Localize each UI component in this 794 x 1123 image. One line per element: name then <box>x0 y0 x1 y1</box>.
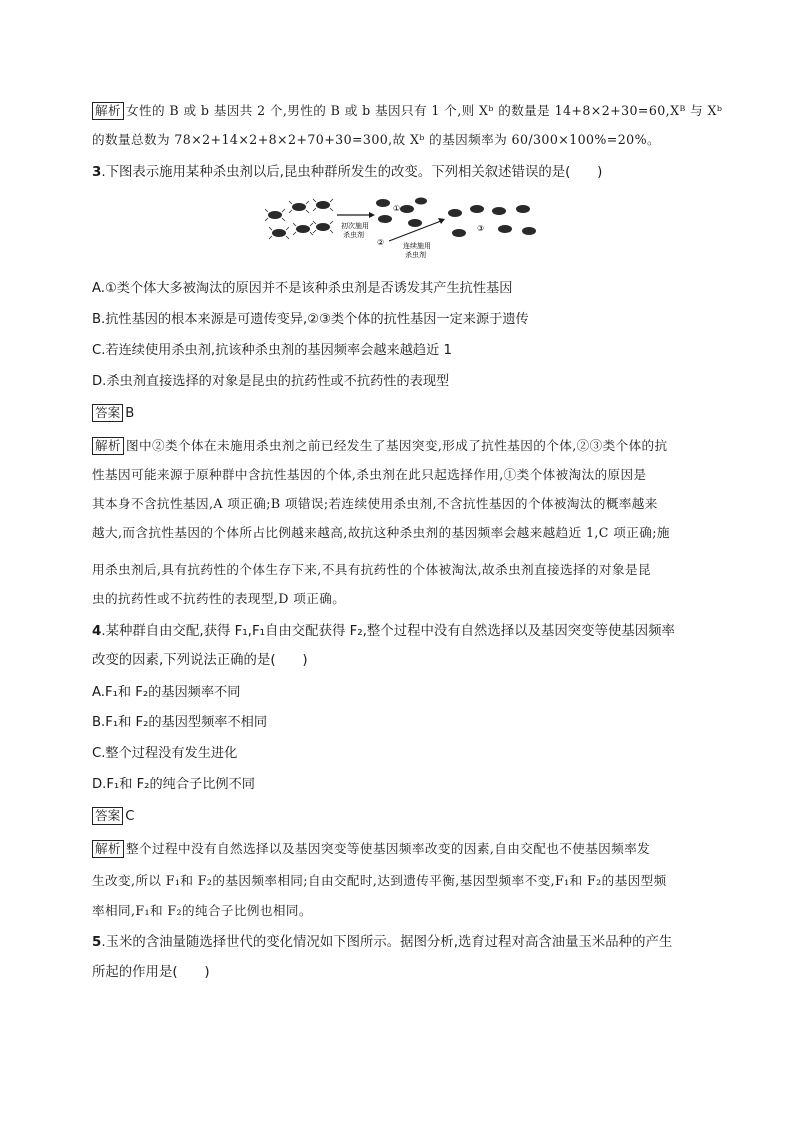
q4-option-d: D.F₁和 F₂的纯合子比例不同 <box>92 777 255 792</box>
q4-stem-line-1: 4.某种群自由交配,获得 F₁,F₁自由交配获得 F₂,整个过程中没有自然选择以及基因突变等使基因频率 <box>92 624 675 639</box>
label-cont-2: 杀虫剂 <box>405 251 426 259</box>
arrow-head-1 <box>369 212 375 218</box>
prev-explanation-line-2: 的数量总数为 78×2+14×2+8×2+70+30=300,故 Xᵇ 的基因频率为 60/300×100%=20%。 <box>92 132 660 147</box>
answer-tag: 答案 <box>92 404 123 422</box>
q3-stem: 3.下图表示施用某种杀虫剂以后,昆虫种群所发生的改变。下列相关叙述错误的是( ) <box>92 165 603 180</box>
q3-option-a: A.①类个体大多被淘汰的原因并不是该种杀虫剂是否诱发其产生抗性基因 <box>92 281 513 296</box>
q3-explanation-line-1: 解析 图中②类个体在未施用杀虫剂之前已经发生了基因突变,形成了抗性基因的个体,②③类个体的抗 <box>92 437 704 455</box>
mark-3: ③ <box>477 224 485 233</box>
answer-tag: 答案 <box>92 807 123 825</box>
q4-answer-value: C <box>125 809 135 824</box>
label-first-1: 初次施用 <box>341 222 369 230</box>
q4-option-a: A.F₁和 F₂的基因频率不同 <box>92 685 241 700</box>
q4-answer <box>92 807 704 826</box>
q3-answer <box>92 404 704 423</box>
q3-explanation-line-5: 用杀虫剂后,具有抗药性的个体生存下来,不具有抗药性的个体被淘汰,故杀虫剂直接选择的对象是昆 <box>92 562 651 577</box>
resistant-population-icons <box>448 205 536 237</box>
explanation-tag: 解析 <box>92 437 124 455</box>
q3-explanation-line-3: 其本身不含抗性基因,A 项正确;B 项错误;若连续使用杀虫剂,不含抗性基因的个体被淘汰的概率越来 <box>92 496 658 511</box>
q3-explanation-line-4: 越大,而含抗性基因的个体所占比例越来越高,故抗这种杀虫剂的基因频率会越来越趋近 1,C 项正确;施 <box>92 525 670 540</box>
q4-explanation-line-3: 率相同,F₁和 F₂的纯合子比例也相同。 <box>92 903 312 918</box>
q5-number: 5 <box>92 935 102 950</box>
label-cont-1: 连续施用 <box>403 242 431 250</box>
q5-stem-line-1: 5.玉米的含油量随选择世代的变化情况如下图所示。据图分析,选育过程对高含油量玉米品种的产生 <box>92 935 673 950</box>
q4-explanation-line-2: 生改变,所以 F₁和 F₂的基因频率相同;自由交配时,达到遗传平衡,基因型频率不变,F₁和 F₂的基因型频 <box>92 873 667 888</box>
mark-1: ① <box>393 204 401 213</box>
explanation-tag: 解析 <box>92 102 124 120</box>
q4-explanation-line-1: 解析 整个过程中没有自然选择以及基因突变等使基因频率改变的因素,自由交配也不使基因频率发 <box>92 840 704 858</box>
label-first-2: 杀虫剂 <box>343 231 364 239</box>
mark-2: ② <box>377 238 385 247</box>
q3-number: 3 <box>92 165 102 180</box>
q3-explanation-line-6: 虫的抗药性或不抗药性的表现型,D 项正确。 <box>92 591 346 606</box>
q4-option-c: C.整个过程没有发生进化 <box>92 746 238 761</box>
insecticide-figure <box>265 193 545 263</box>
q3-option-d: D.杀虫剂直接选择的对象是昆虫的抗药性或不抗药性的表现型 <box>92 374 450 389</box>
after-first-application-icons <box>376 198 427 228</box>
q3-option-c: C.若连续使用杀虫剂,抗该种杀虫剂的基因频率会越来越趋近 1 <box>92 343 452 358</box>
q3-answer-value: B <box>125 406 135 421</box>
arrow-head-2 <box>438 218 445 224</box>
q3-explanation-line-2: 性基因可能来源于原种群中含抗性基因的个体,杀虫剂在此只起选择作用,①类个体被淘汰的原因是 <box>92 467 647 482</box>
q4-option-b: B.F₁和 F₂的基因型频率不相同 <box>92 715 268 730</box>
q5-stem-line-2: 所起的作用是( ) <box>92 965 210 980</box>
q4-number: 4 <box>92 624 102 639</box>
prev-explanation-line-1: 解析 女性的 B 或 b 基因共 2 个,男性的 B 或 b 基因只有 1 个,则 Xᵇ 的数量是 14+8×2+30=60,Xᴮ 与 Xᵇ <box>92 102 704 120</box>
q4-stem-line-2: 改变的因素,下列说法正确的是( ) <box>92 653 308 668</box>
initial-population-icons <box>268 201 330 237</box>
q3-option-b: B.抗性基因的根本来源是可遗传变异,②③类个体的抗性基因一定来源于遗传 <box>92 312 529 327</box>
explanation-tag: 解析 <box>92 840 124 858</box>
